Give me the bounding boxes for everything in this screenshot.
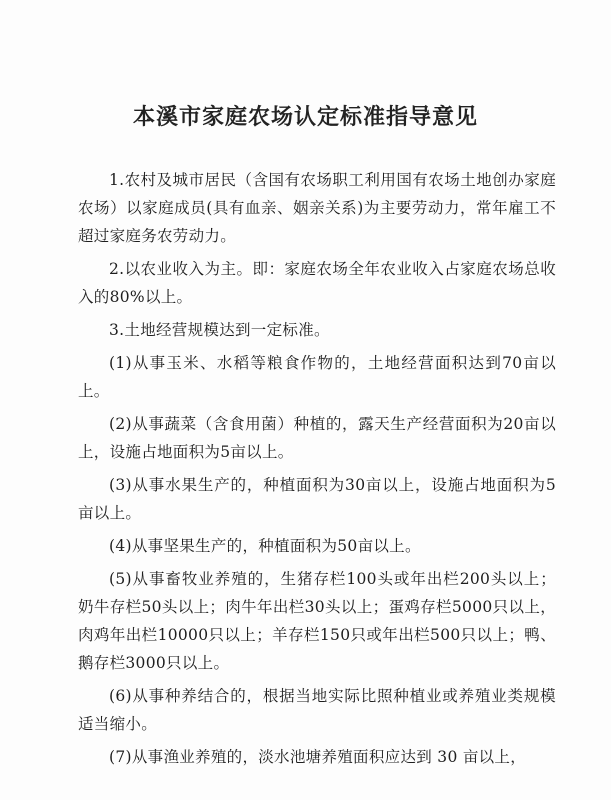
document-title: 本溪市家庭农场认定标准指导意见: [132, 105, 478, 130]
paragraph-2: 2.以农业收入为主。即：家庭农场全年农业收入占家庭农场总收入的80%以上。: [78, 260, 556, 306]
document-body: [78, 166, 556, 776]
paragraph-3: 3.土地经营规模达到一定标准。: [109, 321, 330, 339]
paragraph-1: 1.农村及城市居民（含国有农场职工利用国有农场土地创办家庭农场）以家庭成员(具有血亲、姻亲关系)为主要劳动力，常年雇工不超过家庭务农劳动力。: [78, 171, 556, 245]
paragraph-3-6: (6)从事种养结合的，根据当地实际比照种植业或养殖业类规模适当缩小。: [78, 687, 556, 733]
paragraph-3-1: (1)从事玉米、水稻等粮食作物的，土地经营面积达到70亩以上。: [78, 354, 556, 400]
paragraph-3-3: (3)从事水果生产的，种植面积为30亩以上，设施占地面积为5亩以上。: [78, 476, 556, 522]
paragraph-3-2: (2)从事蔬菜（含食用菌）种植的，露天生产经营面积为20亩以上，设施占地面积为5亩以上。: [78, 415, 556, 461]
paragraph-3-7: (7)从事渔业养殖的，淡水池塘养殖面积应达到 30 亩以上，: [109, 748, 527, 766]
paragraph-3-5: (5)从事畜牧业养殖的，生猪存栏100头或年出栏200头以上；奶牛存栏50头以上；肉牛年出栏30头以上；蛋鸡存栏5000只以上，肉鸡年出栏10000只以上；羊存栏150只或年出栏500只以上；鸭、鹅存栏3000只以上。: [78, 570, 556, 672]
paragraph-3-4: (4)从事坚果生产的，种植面积为50亩以上。: [109, 537, 421, 555]
